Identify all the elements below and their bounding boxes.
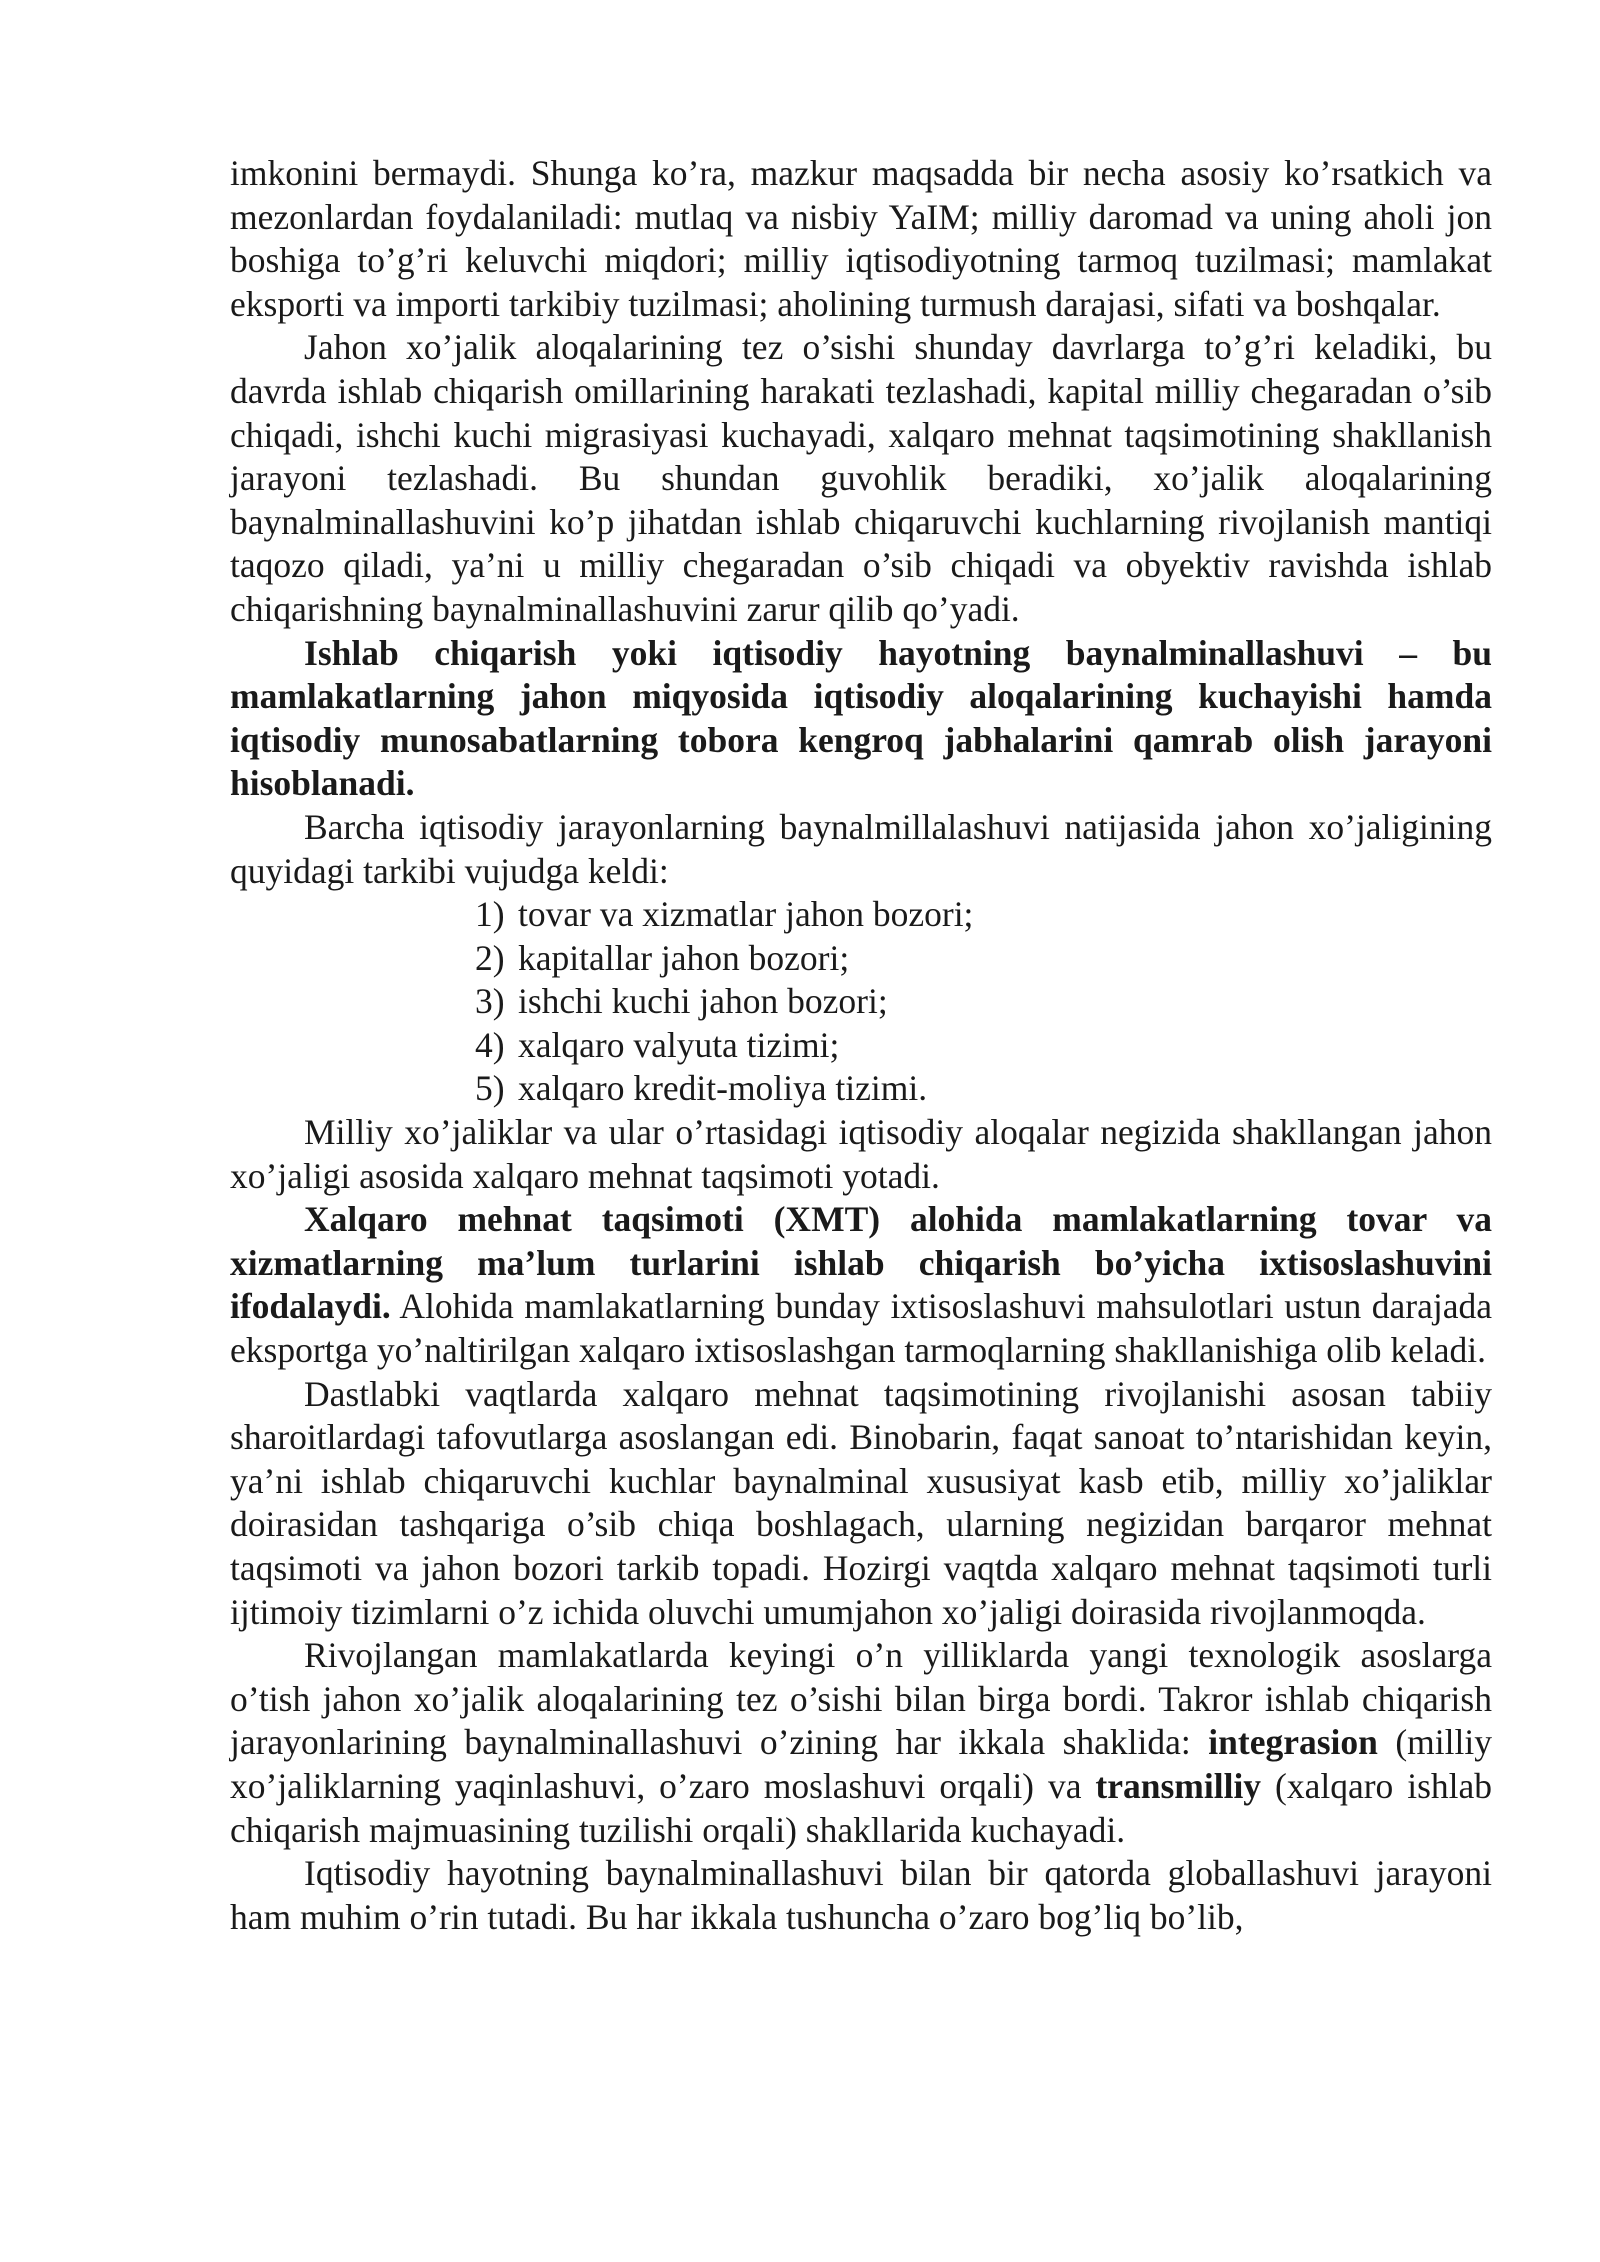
list-item-number: 3) [475, 981, 505, 1022]
document-page [230, 152, 1492, 1939]
list-item-number: 2) [475, 937, 505, 978]
paragraph-6-rest: Alohida mamlakatlarning bunday ixtisoslashuvi mahsulotlari ustun darajada eksportga yo’naltirilgan xalqaro ixtisoslashgan tarmoqlarning shakllanishiga olib keladi. [230, 1286, 1492, 1371]
list-item [230, 1024, 1492, 1068]
paragraph-2: Jahon xo’jalik aloqalarining tez o’sishi shunday davrlarga to’g’ri keladiki, bu davrda ishlab chiqarish omillarining harakati tezlashadi, kapital milliy chegaradan o’sib chiqadi, ishchi kuchi migrasiyasi kuchayadi, xalqaro mehnat taqsimotining shakllanish jarayoni tezlashadi. Bu shundan guvohlik beradiki, xo’jalik aloqalarining baynalminallashuvini ko’p jihatdan ishlab chiqaruvchi kuchlarning rivojlanish mantiqi taqozo qiladi, ya’ni u milliy chegaradan o’sib chiqadi va obyektiv ravishda ishlab chiqarishning baynalminallashuvini zarur qilib qo’yadi. [230, 327, 1492, 629]
list-item-text: xalqaro valyuta tizimi; [518, 1024, 840, 1065]
paragraph-8 [230, 1634, 1492, 1852]
list-item [230, 937, 1492, 981]
paragraph-6 [230, 1198, 1492, 1372]
term-transmilliy: transmilliy [1095, 1765, 1262, 1806]
list-item-number: 5) [475, 1068, 505, 1109]
list-item-text: ishchi kuchi jahon bozori; [518, 981, 888, 1022]
paragraph-8-part-e: (xalqaro ishlab chiqarish majmuasining tuzilishi orqali) shakllarida kuchayadi. [230, 1765, 1492, 1850]
list-item-text: xalqaro kredit-moliya tizimi. [518, 1068, 928, 1109]
xmt-definition: Xalqaro mehnat taqsimoti (XMT) alohida mamlakatlarning tovar va xizmatlarning ma’lum turlarini ishlab chiqarish bo’yicha ixtisoslashuvini ifodalaydi. [230, 1199, 1492, 1327]
list-item [230, 980, 1492, 1024]
paragraph-3-definition: Ishlab chiqarish yoki iqtisodiy hayotning baynalminallashuvi – bu mamlakatlarning jahon miqyosida iqtisodiy aloqalarining kuchayishi hamda iqtisodiy munosabatlarning tobora kengroq jabhalarini qamrab olish jarayoni hisoblanadi. [230, 632, 1492, 804]
paragraph-4: Barcha iqtisodiy jarayonlarning baynalmillalashuvi natijasida jahon xo’jaligining quyidagi tarkibi vujudga keldi: [230, 806, 1492, 891]
list-item [230, 1067, 1492, 1111]
list-item-number: 1) [475, 894, 505, 935]
list-item [230, 893, 1492, 937]
world-economy-structure-list [230, 893, 1492, 1111]
paragraph-1: imkonini bermaydi. Shunga ko’ra, mazkur maqsadda bir necha asosiy ko’rsatkich va mezonlardan foydalaniladi: mutlaq va nisbiy YaIM; milliy daromad va uning aholi jon boshiga to’g’ri keluvchi miqdori; milliy iqtisodiyotning tarmoq tuzilmasi; mamlakat eksporti va importi tarkibiy tuzilmasi; aholining turmush darajasi, sifati va boshqalar. [230, 153, 1492, 324]
paragraph-9: Iqtisodiy hayotning baynalminallashuvi bilan bir qatorda globallashuvi jarayoni ham muhim o’rin tutadi. Bu har ikkala tushuncha o’zaro bog’liq bo’lib, [230, 1853, 1492, 1937]
list-item-text: tovar va xizmatlar jahon bozori; [518, 894, 974, 935]
paragraph-7: Dastlabki vaqtlarda xalqaro mehnat taqsimotining rivojlanishi asosan tabiiy sharoitlardagi tafovutlarga asoslangan edi. Binobarin, faqat sanoat to’ntarishidan keyin, ya’ni ishlab chiqaruvchi kuchlar baynalminal xususiyat kasb etib, milliy xo’jaliklar doirasidan tashqariga o’sib chiqa boshlagach, ularning negizidan barqaror mehnat taqsimoti va jahon bozori tarkib topadi. Hozirgi vaqtda xalqaro mehnat taqsimoti turli ijtimoiy tizimlarni o’z ichida oluvchi umumjahon xo’jaligi doirasida rivojlanmoqda. [230, 1373, 1492, 1632]
term-integrasion: integrasion [1208, 1722, 1378, 1763]
paragraph-8-part-c: (milliy xo’jaliklarning yaqinlashuvi, o’zaro moslashuvi orqali) va [230, 1722, 1492, 1806]
paragraph-8-part-a: Rivojlangan mamlakatlarda keyingi o’n yilliklarda yangi texnologik asoslarga o’tish jahon xo’jalik aloqalarining tez o’sishi bilan birga bordi. Takror ishlab chiqarish jarayonlarining baynalminallashuvi o’zining har ikkala shaklida: [230, 1635, 1492, 1763]
list-item-number: 4) [475, 1024, 505, 1065]
paragraph-5: Milliy xo’jaliklar va ular o’rtasidagi iqtisodiy aloqalar negizida shakllangan jahon xo’jaligi asosida xalqaro mehnat taqsimoti yotadi. [230, 1112, 1492, 1196]
list-item-text: kapitallar jahon bozori; [518, 937, 850, 978]
